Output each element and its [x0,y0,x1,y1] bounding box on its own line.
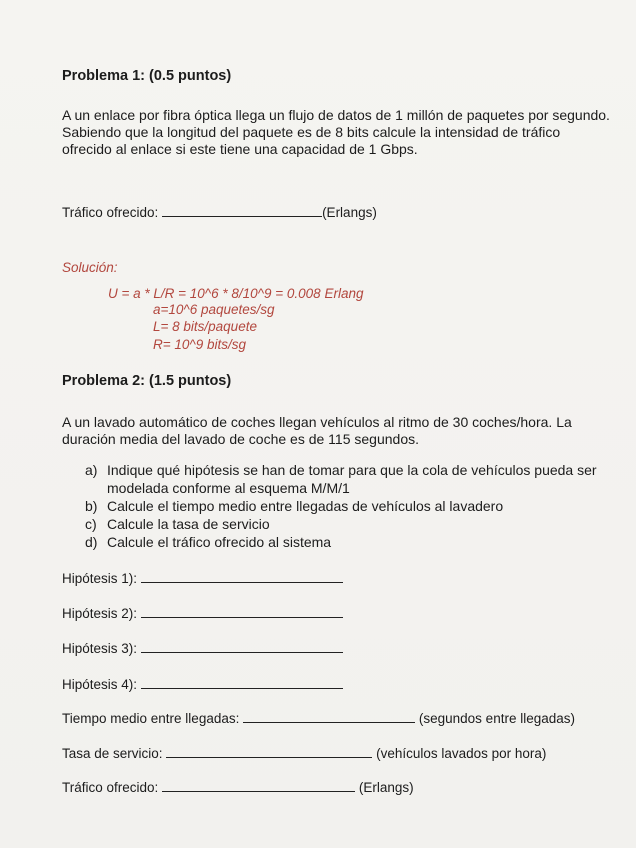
traffic-label: Tráfico ofrecido: [62,205,159,220]
list-item: a) Indique qué hipótesis se han de tomar para que la cola de vehículos pueda ser modelada conforme al esquema M/M/1 [85,462,597,496]
hypothesis-4-field [62,676,343,692]
tasa-field [62,745,546,761]
solution-heading: Solución: [62,260,118,275]
tiempo-answer-line[interactable] [243,710,415,723]
list-item: d) Calcule el tráfico ofrecido al sistema [85,534,332,550]
hypothesis-4-answer-line[interactable] [141,676,343,689]
hypothesis-2-field [62,605,343,621]
problem-2-list [85,461,605,551]
tasa-unit: (vehículos lavados por hora) [376,746,547,761]
traffic-unit: (Erlangs) [322,205,377,220]
trafico-label: Tráfico ofrecido: [62,780,159,795]
solution-L: L= 8 bits/paquete [153,319,257,334]
solution-a: a=10^6 paquetes/sg [153,302,275,317]
tasa-label: Tasa de servicio: [62,746,163,761]
list-item: c) Calcule la tasa de servicio [85,516,270,532]
hypothesis-1-field [62,570,343,586]
hypothesis-3-label: Hipótesis 3): [62,641,138,656]
trafico-unit: (Erlangs) [358,780,414,795]
hypothesis-4-label: Hipótesis 4): [62,677,138,692]
tiempo-field [62,710,575,726]
problem-2-title: Problema 2: (1.5 puntos) [62,373,232,389]
hypothesis-1-answer-line[interactable] [141,570,343,583]
problem-1-title: Problema 1: (0.5 puntos) [62,68,232,84]
tasa-answer-line[interactable] [166,745,372,758]
hypothesis-1-label: Hipótesis 1): [62,571,138,586]
hypothesis-2-answer-line[interactable] [141,605,343,618]
hypothesis-2-label: Hipótesis 2): [62,606,138,621]
solution-formula: U = a * L/R = 10^6 * 8/10^9 = 0.008 Erlang [108,286,364,301]
trafico-field [62,779,414,795]
list-item: b) Calcule el tiempo medio entre llegadas de vehículos al lavadero [85,498,504,514]
traffic-answer-line[interactable] [162,204,322,217]
problem-1-statement: A un enlace por fibra óptica llega un flujo de datos de 1 millón de paquetes por segundo. Sabiendo que la longitud del paquete es de 8 bits calcule la intensidad de tráfico ofrecido al enlace si este tiene una capacidad de 1 Gbps. [62,107,610,157]
problem-2-statement: A un lavado automático de coches llegan vehículos al ritmo de 30 coches/hora. La duración media del lavado de coche es de 115 segundos. [62,414,572,447]
problem-1-traffic-field [62,204,377,220]
tiempo-label: Tiempo medio entre llegadas: [62,711,240,726]
tiempo-unit: (segundos entre llegadas) [418,711,575,726]
hypothesis-3-answer-line[interactable] [141,640,343,653]
trafico-answer-line[interactable] [162,779,355,792]
solution-R: R= 10^9 bits/sg [153,337,247,352]
hypothesis-3-field [62,640,343,656]
